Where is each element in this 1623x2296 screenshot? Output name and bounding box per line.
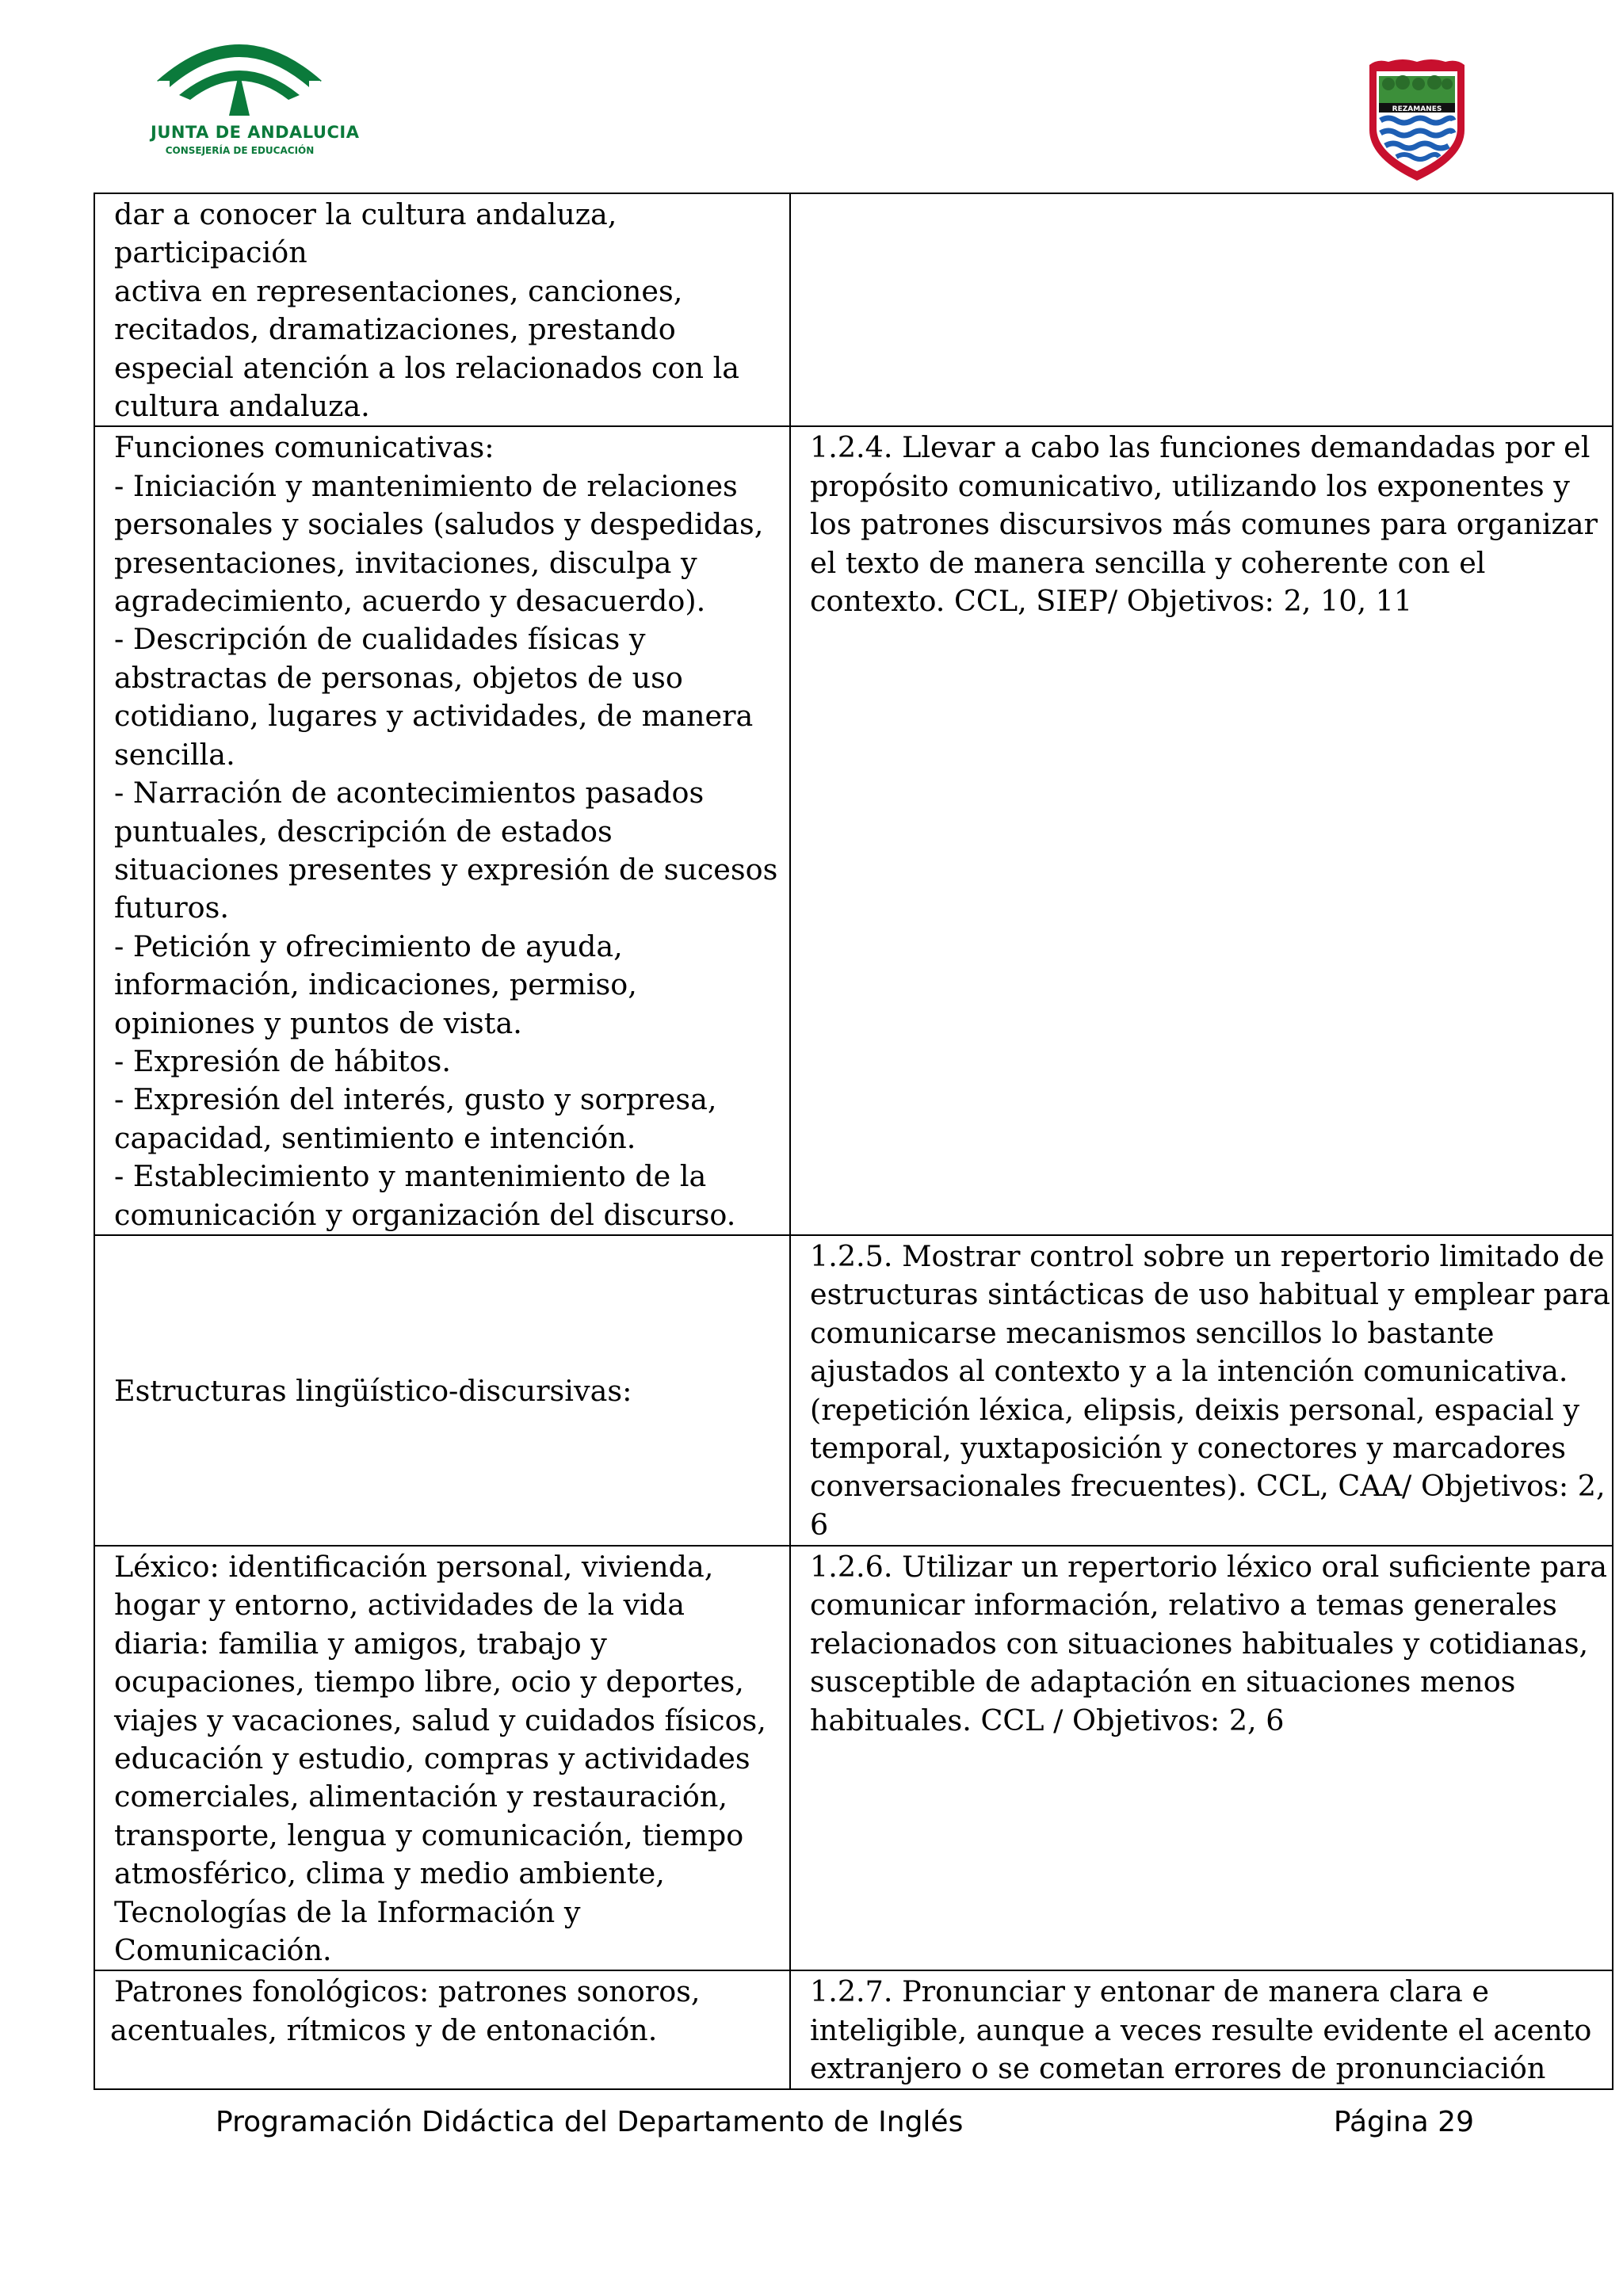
cell-text-line: - Expresión de hábitos. (114, 1043, 451, 1078)
table-row (94, 193, 1613, 426)
cell-text-line: agradecimiento, acuerdo y desacuerdo). (114, 584, 706, 619)
cell-text-line: relacionados con situaciones habituales y cotidianas, (810, 1626, 1589, 1661)
table-row (94, 426, 1613, 1235)
cell-text-line: estructuras sintácticas de uso habitual y emplear para (810, 1277, 1610, 1312)
cell-text-line: abstractas de personas, objetos de uso (114, 660, 683, 695)
cell-text-line: cotidiano, lugares y actividades, de manera (114, 699, 754, 734)
cell-text-line: ajustados al contexto y a la intención comunicativa. (810, 1354, 1568, 1389)
cell-text-line: situaciones presentes y expresión de sucesos (114, 852, 778, 887)
footer-title: Programación Didáctica del Departamento de Inglés (216, 2106, 964, 2138)
criteria-cell (790, 1546, 1613, 1970)
cell-text-line: opiniones y puntos de vista. (114, 1005, 522, 1040)
cell-text-line: 1.2.4. Llevar a cabo las funciones demandadas por el (810, 430, 1591, 465)
junta-logo-text: JUNTA DE ANDALUCIA (151, 123, 360, 142)
cell-text-line: 1.2.6. Utilizar un repertorio léxico oral suficiente para (810, 1549, 1608, 1584)
cell-text-line: temporal, yuxtaposición y conectores y marcadores (810, 1431, 1566, 1465)
cell-text-line: ocupaciones, tiempo libre, ocio y deportes, (114, 1665, 744, 1699)
junta-de-andalucia-logo (151, 22, 360, 161)
cell-text-line: transporte, lengua y comunicación, tiempo (114, 1817, 744, 1852)
cell-text-line: - Establecimiento y mantenimiento de la (114, 1159, 707, 1194)
cell-text-line: comerciales, alimentación y restauración, (114, 1779, 727, 1814)
cell-text-line: hogar y entorno, actividades de la vida (114, 1588, 685, 1623)
cell-text-line: Comunicación. (114, 1933, 332, 1968)
cell-text-line: información, indicaciones, permiso, (114, 967, 637, 1002)
content-cell (94, 1235, 790, 1546)
cell-text-line: atmosférico, clima y medio ambiente, (114, 1856, 665, 1891)
junta-arch-icon (151, 22, 329, 124)
cell-text-line: - Expresión del interés, gusto y sorpresa, (114, 1082, 717, 1117)
table-row (94, 1546, 1613, 1970)
cell-text-line: presentaciones, invitaciones, disculpa y (114, 545, 697, 580)
curriculum-table (94, 193, 1613, 2090)
cell-text-line: comunicar información, relativo a temas generales (810, 1588, 1557, 1623)
cell-text-line: Léxico: identificación personal, vivienda, (114, 1549, 714, 1584)
content-cell (94, 1970, 790, 2088)
cell-text-line: puntuales, descripción de estados (114, 814, 613, 849)
cell-text-line: - Descripción de cualidades físicas y (114, 622, 646, 657)
cell-text-line: comunicación y organización del discurso. (114, 1197, 736, 1232)
cell-text-line: diaria: familia y amigos, trabajo y (114, 1626, 607, 1661)
cell-text-line: 6 (810, 1507, 829, 1542)
cell-text-line: capacidad, sentimiento e intención. (114, 1120, 636, 1155)
criteria-cell (790, 1970, 1613, 2088)
cell-text-line: los patrones discursivos más comunes para organizar (810, 507, 1598, 542)
content-cell (94, 193, 790, 426)
cell-text-line: 1.2.7. Pronunciar y entonar de manera clara e (810, 1974, 1489, 2009)
cell-text-line: dar a conocer la cultura andaluza, (114, 197, 617, 231)
cell-text-line: (repetición léxica, elipsis, deixis personal, espacial y (810, 1392, 1580, 1427)
shield-banner-text: REZAMANES (1392, 105, 1442, 113)
content-cell (94, 1546, 790, 1970)
cell-text-line: Tecnologías de la Información y (114, 1894, 581, 1929)
cell-text-line: especial atención a los relacionados con la (114, 350, 740, 385)
criteria-cell (790, 193, 1613, 426)
cell-text-line: Funciones comunicativas: (114, 430, 495, 465)
cell-text-line: cultura andaluza. (114, 389, 370, 424)
school-shield-logo (1365, 57, 1469, 184)
cell-text-line: extranjero o se cometan errores de pronunciación (810, 2051, 1546, 2086)
cell-text-line: viajes y vacaciones, salud y cuidados físicos, (114, 1703, 766, 1737)
cell-text-line: susceptible de adaptación en situaciones menos (810, 1665, 1516, 1699)
criteria-cell (790, 426, 1613, 1235)
page-number: Página 29 (1333, 2106, 1474, 2138)
curriculum-table-body (94, 193, 1613, 2089)
cell-text-line: 1.2.5. Mostrar control sobre un repertorio limitado de (810, 1238, 1605, 1273)
cell-text-line: futuros. (114, 891, 229, 925)
cell-text-line: participación (114, 235, 307, 270)
cell-text-line: Estructuras lingüístico-discursivas: (114, 1373, 632, 1408)
cell-text-line: el texto de manera sencilla y coherente con el (810, 545, 1486, 580)
school-shield-icon (1365, 57, 1469, 184)
cell-text-line: - Iniciación y mantenimiento de relaciones (114, 468, 738, 503)
table-row (94, 1970, 1613, 2088)
cell-text-line: personales y sociales (saludos y despedidas, (114, 507, 764, 542)
table-row (94, 1235, 1613, 1546)
cell-text-line: recitados, dramatizaciones, prestando (114, 312, 676, 347)
cell-text-line: inteligible, aunque a veces resulte evidente el acento (810, 2012, 1592, 2047)
cell-text-line: acentuales, rítmicos y de entonación. (110, 2012, 658, 2047)
junta-logo-subtext: CONSEJERÍA DE EDUCACIÓN (165, 145, 315, 156)
cell-text-line: conversacionales frecuentes). CCL, CAA/ Objetivos: 2, (810, 1469, 1606, 1504)
cell-text-line: sencilla. (114, 737, 235, 772)
cell-text-line: propósito comunicativo, utilizando los exponentes y (810, 468, 1570, 503)
cell-text-line: comunicarse mecanismos sencillos lo bastante (810, 1315, 1495, 1350)
cell-text-line: contexto. CCL, SIEP/ Objetivos: 2, 10, 11 (810, 584, 1413, 619)
criteria-cell (790, 1235, 1613, 1546)
cell-text-line: Patrones fonológicos: patrones sonoros, (114, 1974, 701, 2009)
cell-text-line: habituales. CCL / Objetivos: 2, 6 (810, 1703, 1285, 1737)
cell-text-line: - Narración de acontecimientos pasados (114, 776, 705, 810)
cell-text-line: activa en representaciones, canciones, (114, 273, 683, 308)
cell-text-line: educación y estudio, compras y actividades (114, 1741, 750, 1775)
cell-text-line: - Petición y ofrecimiento de ayuda, (114, 929, 623, 963)
content-cell (94, 426, 790, 1235)
